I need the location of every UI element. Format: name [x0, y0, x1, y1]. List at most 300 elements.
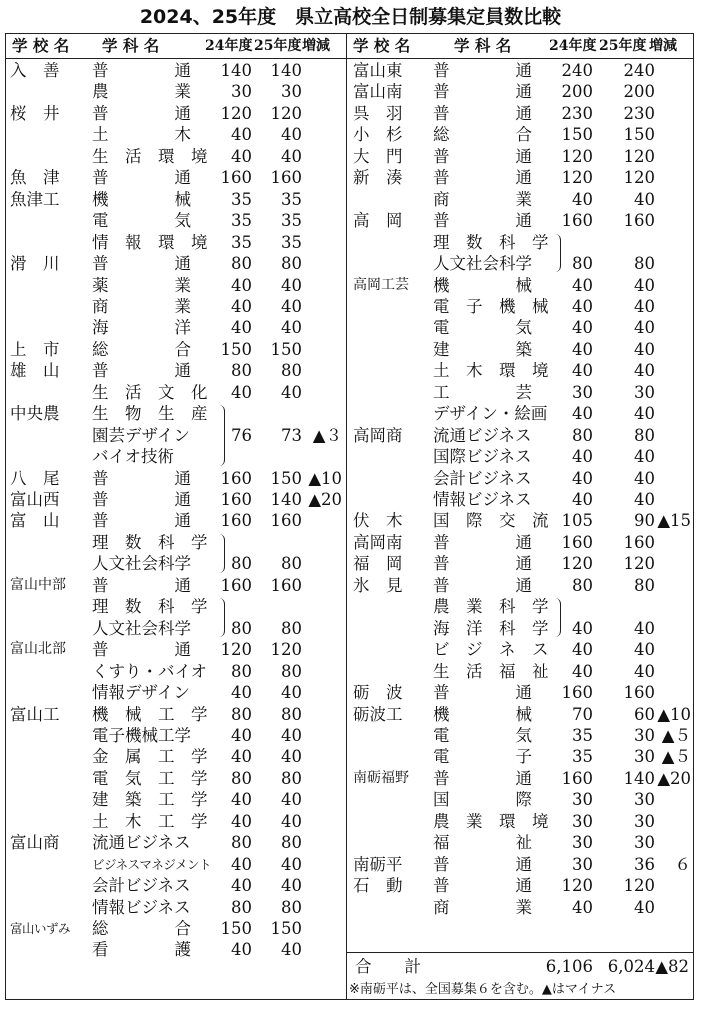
value-change	[302, 403, 342, 424]
school-name: 上 市	[10, 339, 60, 359]
table-row	[347, 553, 692, 574]
value-change	[655, 811, 691, 832]
dept-name: 商 業	[433, 189, 532, 209]
header-y24-right: 24年度	[549, 38, 597, 54]
value-change	[302, 146, 342, 167]
table-row	[6, 639, 346, 660]
value-change	[302, 253, 342, 274]
dept-name: 人文社会科学	[92, 554, 191, 574]
value-2025: 120	[623, 554, 655, 574]
value-2025: 150	[270, 919, 302, 938]
table-row	[347, 232, 692, 253]
value-2024: 40	[572, 361, 593, 381]
value-2024: 40	[572, 661, 593, 681]
dept-name: 会計ビジネス	[433, 468, 532, 488]
dept-name: 電子機械工学	[92, 725, 191, 745]
value-2025: 80	[281, 661, 302, 681]
table-row	[347, 275, 692, 296]
value-2024: 230	[561, 103, 593, 123]
dept-name: 電 子	[433, 747, 532, 767]
school-name: 富山中部	[10, 576, 66, 593]
value-2025: 80	[281, 618, 302, 638]
dept-name: 会計ビジネス	[92, 876, 191, 896]
table-row	[6, 875, 346, 896]
dept-name: 機 械	[433, 704, 532, 724]
value-change	[302, 553, 342, 574]
value-2024: 160	[220, 511, 252, 531]
table-row	[6, 446, 346, 467]
value-2025: 80	[634, 254, 655, 274]
value-2024: 80	[231, 254, 252, 274]
value-2024	[537, 596, 593, 617]
value-2025: 40	[634, 189, 655, 209]
value-2024: 160	[561, 768, 593, 788]
table-row	[6, 811, 346, 832]
dept-name: 理 数 科 学	[433, 232, 549, 252]
table-row	[6, 253, 346, 274]
value-2024: 30	[572, 854, 593, 874]
table-row	[347, 510, 692, 531]
dept-name: 情報ビジネス	[92, 897, 191, 917]
dept-name: 普 通	[92, 168, 191, 188]
value-change	[302, 317, 342, 338]
value-change	[655, 103, 691, 124]
table-row	[347, 317, 692, 338]
value-change	[655, 146, 691, 167]
dept-name: 普 通	[92, 468, 191, 488]
value-2025: 80	[281, 768, 302, 788]
value-2025: 60	[634, 704, 655, 724]
value-2024: 40	[231, 318, 252, 338]
value-2025: 40	[634, 490, 655, 509]
total-change: ▲82	[655, 957, 689, 976]
value-2024: 30	[572, 382, 593, 402]
value-change	[302, 275, 342, 296]
value-change	[302, 939, 342, 960]
table-row	[6, 210, 346, 231]
value-change	[302, 682, 342, 703]
value-2025: 150	[270, 468, 302, 488]
value-2025: 35	[281, 211, 302, 231]
table-row	[6, 382, 346, 403]
value-change	[655, 210, 691, 231]
value-2025: 40	[634, 447, 655, 467]
value-change	[655, 489, 691, 510]
table-row	[6, 746, 346, 767]
value-2025	[252, 403, 302, 424]
value-change: ▲20	[308, 490, 342, 509]
value-change	[302, 875, 342, 896]
value-2024: 35	[572, 725, 593, 745]
school-name: 砺 波	[353, 683, 403, 703]
value-2025: 40	[634, 361, 655, 381]
value-2024: 120	[561, 876, 593, 896]
value-2024: 150	[561, 125, 593, 145]
value-change	[302, 639, 342, 660]
table-row	[347, 189, 692, 210]
table-row	[347, 746, 692, 767]
value-2025: 90	[634, 511, 655, 531]
value-2025: 40	[281, 318, 302, 338]
value-change	[302, 382, 342, 403]
dept-name: 人文社会科学	[92, 618, 191, 638]
table-row	[6, 918, 346, 939]
value-2025: 35	[281, 189, 302, 209]
value-change	[302, 575, 342, 596]
value-2024: 160	[220, 490, 252, 509]
school-name: 氷 見	[353, 575, 403, 595]
total-label: 合 計	[355, 957, 421, 976]
value-2025	[252, 596, 302, 617]
value-change	[655, 124, 691, 145]
dept-name: 普 通	[433, 768, 532, 788]
table-row	[347, 468, 692, 489]
value-change	[655, 232, 691, 253]
value-change	[302, 661, 342, 682]
header-school-right: 学 校 名	[353, 36, 411, 55]
value-2024: 40	[231, 146, 252, 166]
value-2024: 40	[572, 404, 593, 424]
brace-icon	[216, 598, 225, 637]
value-2025: 120	[623, 168, 655, 188]
footnote: ※南砺平は、全国募集６を含む。▲はマイナス	[349, 982, 617, 997]
table-row	[6, 553, 346, 574]
value-2025: 40	[281, 940, 302, 960]
value-change: ▲10	[308, 468, 342, 488]
table-row	[6, 532, 346, 553]
dept-name: 生 物 生 産	[92, 404, 208, 424]
value-2024: 40	[231, 725, 252, 745]
value-2025: 30	[634, 725, 655, 745]
dept-name: デザイン・絵画	[433, 404, 548, 424]
dept-name: 土 木 工 学	[92, 811, 208, 831]
value-2025: 40	[281, 125, 302, 145]
value-2025: 120	[270, 103, 302, 123]
value-2024: 40	[572, 447, 593, 467]
value-change	[302, 296, 342, 317]
value-2024: 80	[231, 554, 252, 574]
value-2024: 120	[561, 554, 593, 574]
value-2024: 80	[231, 833, 252, 853]
school-name: 富山西	[10, 490, 60, 509]
value-change	[655, 682, 691, 703]
table-row	[347, 811, 692, 832]
value-2024: 160	[561, 683, 593, 703]
value-change	[655, 425, 691, 446]
total-v25: 6,024	[607, 957, 655, 976]
value-change	[655, 575, 691, 596]
value-2024: 40	[231, 790, 252, 810]
value-change	[302, 210, 342, 231]
dept-name: 普 通	[92, 575, 191, 595]
table-row	[6, 403, 346, 424]
value-change	[302, 897, 342, 918]
table-row	[6, 618, 346, 639]
value-2024: 40	[231, 275, 252, 295]
dept-name: 理 数 科 学	[92, 597, 208, 617]
value-change: ６	[674, 854, 691, 874]
dept-name: 情報ビジネス	[433, 490, 532, 509]
value-2025: 40	[634, 404, 655, 424]
table-row	[347, 832, 692, 853]
table-row	[347, 789, 692, 810]
table-row	[347, 532, 692, 553]
dept-name: 普 通	[433, 575, 532, 595]
value-2024: 80	[572, 575, 593, 595]
school-name: 富山工	[10, 704, 60, 724]
value-change	[302, 811, 342, 832]
dept-name: 農 業	[92, 82, 191, 102]
page-title: 2024、25年度 県立高校全日制募集定員数比較	[139, 6, 562, 28]
dept-name: 普 通	[433, 554, 532, 574]
value-change	[655, 360, 691, 381]
table-row	[347, 360, 692, 381]
value-2024: 160	[220, 575, 252, 595]
value-2025: 80	[281, 897, 302, 917]
value-2025: 40	[281, 854, 302, 874]
dept-name: 普 通	[92, 61, 191, 80]
value-2025: 80	[281, 554, 302, 574]
value-change	[302, 189, 342, 210]
value-2025: 40	[281, 382, 302, 402]
table-row	[6, 275, 346, 296]
dept-name: 普 通	[433, 876, 532, 896]
value-2025: 140	[623, 768, 655, 788]
value-2025: 30	[634, 382, 655, 402]
value-2025: 40	[281, 876, 302, 896]
dept-name: 普 通	[92, 103, 191, 123]
dept-name: 情 報 環 境	[92, 232, 208, 252]
value-2025: 160	[623, 532, 655, 552]
school-name: 富山南	[353, 82, 403, 102]
table-row	[6, 124, 346, 145]
dept-name: 工 芸	[433, 382, 532, 402]
table-row	[6, 189, 346, 210]
header-dept-left: 学 科 名	[102, 36, 160, 55]
school-name: 砺波工	[353, 704, 403, 724]
value-2025	[593, 596, 655, 617]
value-change	[302, 746, 342, 767]
value-2025: 36	[634, 854, 655, 874]
dept-name: 機 械	[433, 275, 532, 295]
value-2025: 80	[281, 361, 302, 381]
header-change-left: 増減	[302, 38, 330, 54]
dept-name: 普 通	[92, 640, 191, 660]
table-frame	[5, 33, 694, 1000]
value-change	[302, 510, 342, 531]
value-2025: 80	[634, 575, 655, 595]
value-2025: 30	[634, 833, 655, 853]
table-row	[6, 425, 346, 446]
value-2025	[252, 532, 302, 553]
value-2024: 40	[231, 125, 252, 145]
value-change	[302, 789, 342, 810]
value-2024: 160	[220, 168, 252, 188]
value-2025: 40	[634, 661, 655, 681]
table-row	[6, 360, 346, 381]
dept-name: 流通ビジネス	[433, 425, 532, 445]
value-change	[655, 618, 691, 639]
value-change: ▲20	[657, 768, 691, 788]
dept-name: 普 通	[92, 511, 191, 531]
value-2024: 35	[231, 232, 252, 252]
table-row	[347, 875, 692, 896]
total-divider	[347, 952, 693, 953]
value-change	[655, 639, 691, 660]
value-2024: 70	[572, 704, 593, 724]
dept-name: 生 活 環 境	[92, 146, 208, 166]
school-name: 新 湊	[353, 168, 403, 188]
dept-name: 金 属 工 学	[92, 747, 208, 767]
school-name: 滑 川	[10, 254, 60, 274]
value-change	[302, 704, 342, 725]
value-change	[655, 275, 691, 296]
value-2025: 240	[623, 61, 655, 80]
value-2025: 120	[623, 876, 655, 896]
school-name: 呉 羽	[353, 103, 403, 123]
value-2024: 240	[561, 61, 593, 80]
dept-name: 生 活 文 化	[92, 382, 208, 402]
value-2024: 120	[220, 640, 252, 660]
value-2024: 160	[561, 532, 593, 552]
value-change	[655, 296, 691, 317]
value-2025: 40	[634, 468, 655, 488]
value-change	[302, 81, 342, 102]
value-change	[655, 468, 691, 489]
table-row	[347, 167, 692, 188]
value-2025: 120	[270, 640, 302, 660]
table-row	[347, 575, 692, 596]
dept-name: 看 護	[92, 940, 191, 960]
value-change	[655, 832, 691, 853]
value-2024: 40	[231, 296, 252, 316]
dept-name: 海 洋	[92, 318, 191, 338]
value-2025: 150	[623, 125, 655, 145]
dept-name: 建 築 工 学	[92, 790, 208, 810]
value-2024: 105	[561, 511, 593, 531]
value-2025: 30	[634, 811, 655, 831]
value-change: ▲10	[657, 704, 691, 724]
value-2024: 40	[572, 468, 593, 488]
value-2024: 120	[561, 168, 593, 188]
table-row	[347, 60, 692, 81]
value-2024: 40	[572, 640, 593, 660]
dept-name: 薬 業	[92, 275, 191, 295]
value-2025: 73	[281, 425, 302, 445]
table-row	[6, 339, 346, 360]
value-change	[655, 553, 691, 574]
dept-name: 土 木	[92, 125, 191, 145]
value-2024: 40	[572, 490, 593, 509]
value-change	[302, 339, 342, 360]
table-row	[6, 939, 346, 960]
dept-name: 土 木 環 境	[433, 361, 549, 381]
dept-name: 普 通	[433, 146, 532, 166]
value-change	[302, 167, 342, 188]
school-name: 高岡南	[353, 532, 403, 552]
school-name: 高岡工芸	[353, 276, 409, 293]
table-row	[6, 768, 346, 789]
value-2025: 40	[634, 275, 655, 295]
value-change	[655, 317, 691, 338]
table-row	[347, 639, 692, 660]
value-2025: 140	[270, 61, 302, 80]
value-2024: 160	[220, 468, 252, 488]
value-2025: 40	[281, 683, 302, 703]
dept-name: 電 気 工 学	[92, 768, 208, 788]
brace-icon	[216, 405, 225, 465]
value-change: ▲５	[661, 725, 691, 745]
value-change	[302, 596, 342, 617]
value-change	[655, 661, 691, 682]
dept-name: 電 気	[433, 725, 532, 745]
value-2024: 40	[231, 747, 252, 767]
value-2024: 80	[231, 897, 252, 917]
value-2024: 80	[231, 661, 252, 681]
table-row	[6, 832, 346, 853]
dept-name: 流通ビジネス	[92, 833, 191, 853]
table-row	[6, 575, 346, 596]
school-name: 福 岡	[353, 554, 403, 574]
value-2025: 160	[623, 211, 655, 231]
dept-name: 農 業 環 境	[433, 811, 549, 831]
table-row	[347, 897, 692, 918]
value-2025: 80	[634, 425, 655, 445]
dept-name: 機 械	[92, 189, 191, 209]
value-2025: 160	[270, 575, 302, 595]
value-change	[655, 253, 691, 274]
table-row	[6, 167, 346, 188]
dept-name: くすり・バイオ	[92, 661, 208, 681]
value-2024: 35	[572, 747, 593, 767]
dept-name: 総 合	[433, 125, 532, 145]
dept-name: 情報デザイン	[92, 683, 190, 703]
table-row	[6, 296, 346, 317]
dept-name: 園芸デザイン	[92, 425, 190, 445]
value-change	[302, 725, 342, 746]
brace-icon	[216, 534, 225, 573]
dept-name: 国際ビジネス	[433, 447, 532, 467]
value-2024: 80	[572, 425, 593, 445]
value-2025: 30	[634, 747, 655, 767]
table-row	[6, 232, 346, 253]
value-2024: 30	[572, 790, 593, 810]
value-change	[655, 339, 691, 360]
value-2025: 30	[634, 790, 655, 810]
value-2025: 80	[281, 704, 302, 724]
value-change: ▲５	[661, 747, 691, 767]
value-2025	[593, 232, 655, 253]
value-2024: 80	[572, 254, 593, 274]
value-change	[655, 532, 691, 553]
value-2025: 40	[634, 296, 655, 316]
table-row	[6, 489, 346, 510]
dept-name: 普 通	[92, 490, 191, 509]
value-2025: 160	[623, 683, 655, 703]
brace-icon	[552, 598, 561, 637]
dept-name: 総 合	[92, 919, 191, 938]
school-name: 魚 津	[10, 168, 60, 188]
dept-name: 普 通	[433, 854, 532, 874]
dept-name: 電 気	[433, 318, 532, 338]
value-2024: 30	[572, 811, 593, 831]
header-y25-left: 25年度	[254, 38, 302, 54]
table-row	[6, 60, 346, 81]
value-2024: 40	[231, 811, 252, 831]
table-row	[6, 682, 346, 703]
value-2024: 80	[231, 768, 252, 788]
value-2025: 40	[281, 146, 302, 166]
